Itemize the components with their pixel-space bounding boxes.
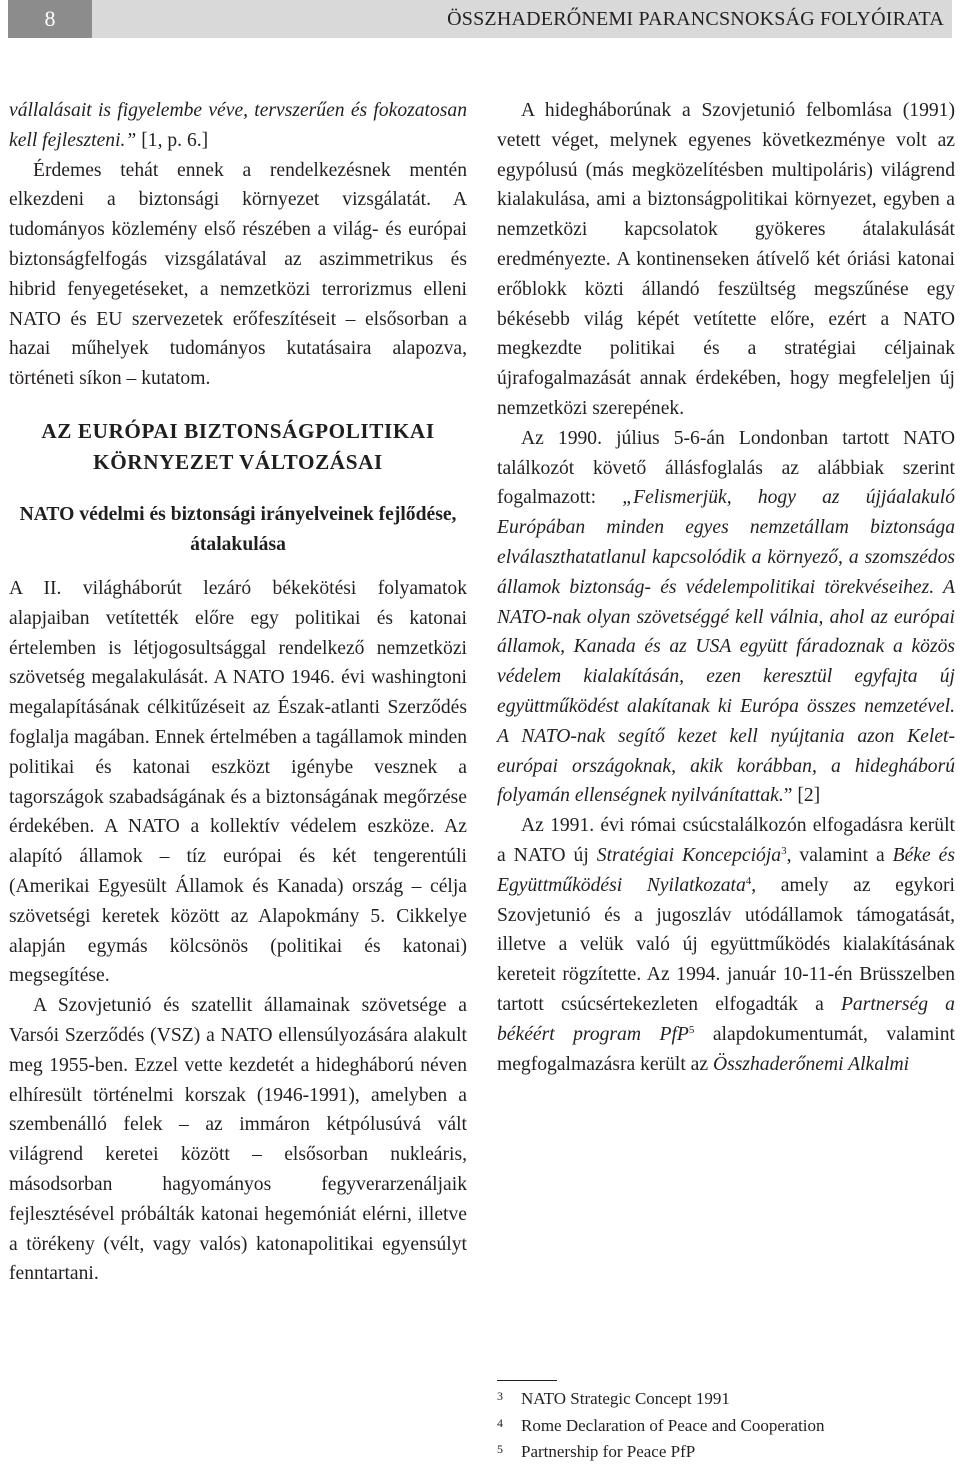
footnote-ref-5: 5 <box>688 1023 695 1036</box>
london-citation: ” [2] <box>783 785 821 807</box>
section-subheading: NATO védelmi és biztonsági irányelveinek fejlődése, átalakulása <box>19 503 457 555</box>
london-quote: „Felismerjük, hogy az újjáalakuló Európában minden egyes nemzetállam biztonsága elválaszthatatlanul kapcsolódik a környező, a szomszédos államok biztonság- és védelempolitikai törekvéseihez. A NATO-nak olyan szövetséggé kell válnia, ahol az európai államok, Kanada és az USA együtt fáradoznak a közös védelem kialakításán, ezen keresztül egyfajta új együttműködést alakítanak ki Európa összes nemzetével. A NATO-nak segítő kezet kell nyújtania azon Kelet-európai országoknak, akik korábban, a hidegháború folyamán ellenségnek nyilvánítattak. <box>497 487 956 807</box>
joint-force-term: Összhaderőnemi Alkalmi <box>712 1053 910 1075</box>
left-column <box>9 96 467 1289</box>
section-heading: AZ EURÓPAI BIZTONSÁGPOLITIKAI KÖRNYEZET VÁLTOZÁSAI <box>41 418 435 474</box>
footnote-ref-4: 4 <box>745 874 752 887</box>
rome-text-a: Az 1991. évi római csúcstalálkozón elfogadásra került a NATO új <box>497 815 955 866</box>
paragraph-quote-end <box>9 96 467 156</box>
quote-text: vállalásait is figyelembe véve, tervszerűen és fokozatosan kell fejleszteni.” <box>9 100 467 151</box>
footnote-divider <box>497 1380 557 1381</box>
footnote-number: 5 <box>497 1442 503 1456</box>
strategic-concept-term: Stratégiai Koncepciója <box>596 844 782 866</box>
footnotes <box>497 1386 955 1466</box>
footnote-ref-3: 3 <box>781 844 787 857</box>
rome-text-d: alapdokumentumát, valamint megfogalmazásra került az <box>497 1023 955 1075</box>
footnote-item <box>497 1413 955 1440</box>
paragraph-london-1990 <box>497 424 955 811</box>
footnote-text: Partnership for Peace PfP <box>521 1442 696 1461</box>
footnote-item <box>497 1386 955 1413</box>
page-number: 8 <box>8 0 92 38</box>
citation: [1, p. 6.] <box>136 129 209 151</box>
paragraph-nato-founding: A II. világháborút lezáró békekötési folyamatok alapjaiban vetítették előre egy politikai és katonai értelemben is létjogosultsággal rendelkező nemzetközi szövetség megalakulását. A NATO 1946. évi washingtoni megalapításának célkitűzéseit az Észak-atlanti Szerződés foglalja magában. Ennek értelmében a tagállamok minden politikai és katonai eszközt igénybe vesznek a tagországok szabadságának és a biztonságának megőrzése érdekében. A NATO a kollektív védelem eszköze. Az alapító államok – tíz európai és két tengerentúli (Amerikai Egyesült Államok és Kanada) ország – célja szövetségi keretek között az Alapokmány 5. Cikkelye alapján egymás kölcsönös (politikai és katonai) megsegítése. <box>9 577 467 987</box>
footnote-text: Rome Declaration of Peace and Cooperation <box>521 1415 825 1435</box>
footnote-text: NATO Strategic Concept 1991 <box>521 1389 730 1408</box>
paragraph-cold-war-end: A hidegháborúnak a Szovjetunió felbomlása (1991) vetett véget, melynek egyenes következménye volt az egypólusú (más megközelítésben multipoláris) világrend kialakulása, ami a biztonságpolitikai környezet, egyben a nemzetközi kapcsolatok gyökeres átalakulását eredményezte. A kontinenseken átívelő két óriási katonai erőblokk közti állandó feszültség megszűnése egy békésebb világ képét vetítette előre, ezért a NATO megkezdte politikai és a stratégiai céljainak újrafogalmazását annak érdekében, hogy megfeleljen új nemzetközi szerepének. <box>497 100 955 419</box>
footnote-item <box>497 1439 955 1466</box>
paragraph-rome-1991 <box>497 811 955 1079</box>
pfp-term: Partnerség a békéért program PfP <box>497 993 955 1045</box>
footnote-number: 3 <box>497 1389 503 1403</box>
london-text: Az 1990. július 5-6-án Londonban tartott NATO találkozót követő állásfoglalás az alábbiak szerint fogalmazott: <box>497 427 955 509</box>
rome-text-b: , valamint a <box>786 844 893 866</box>
right-column <box>497 96 955 1079</box>
page-header <box>8 0 952 38</box>
paragraph-intro: Érdemes tehát ennek a rendelkezésnek mentén elkezdeni a biztonsági környezet vizsgálatát. A tudományos közlemény első részében a világ- és európai biztonságfelfogás vizsgálatával az aszimmetrikus és hibrid fenyegetéseket, a nemzetközi terrorizmus elleni NATO és EU szervezetek erőfeszítéseit – elsősorban a hazai műhelyek tudományos kutatásaira alapozva, történeti síkon – kutatom. <box>9 159 467 390</box>
peace-declaration-term: Béke és Együttműködési Nyilatkozata <box>497 844 955 896</box>
rome-text-c: , amely az egykori Szovjetunió és a jugoszláv utódállamok támogatását, illetve a velük való új együttműködés kialakításának kereteit rögzítette. Az 1994. január 10-11-én Brüsszelben tartott csúcsértekezleten elfogadták a <box>497 874 955 1015</box>
paragraph-warsaw-pact: A Szovjetunió és szatellit államainak szövetsége a Varsói Szerződés (VSZ) a NATO ellensúlyozására alakult meg 1955-ben. Ezzel vette kezdetét a hidegháború néven elhíresült történelmi korszak (1946-1991), amelyben a szembenálló felek – az immáron kétpólusúvá vált világrend keretei között – elsősorban nukleáris, másodsorban hagyományos fegyverarzenáljaik fejlesztésével próbálták katonai hegemóniát elérni, illetve a törékeny (vélt, vagy valós) katonapolitikai egyensúlyt fenntartani. <box>9 995 467 1285</box>
journal-title: ÖSSZHADERŐNEMI PARANCSNOKSÁG FOLYÓIRATA <box>447 8 944 30</box>
footnote-number: 4 <box>497 1415 503 1430</box>
